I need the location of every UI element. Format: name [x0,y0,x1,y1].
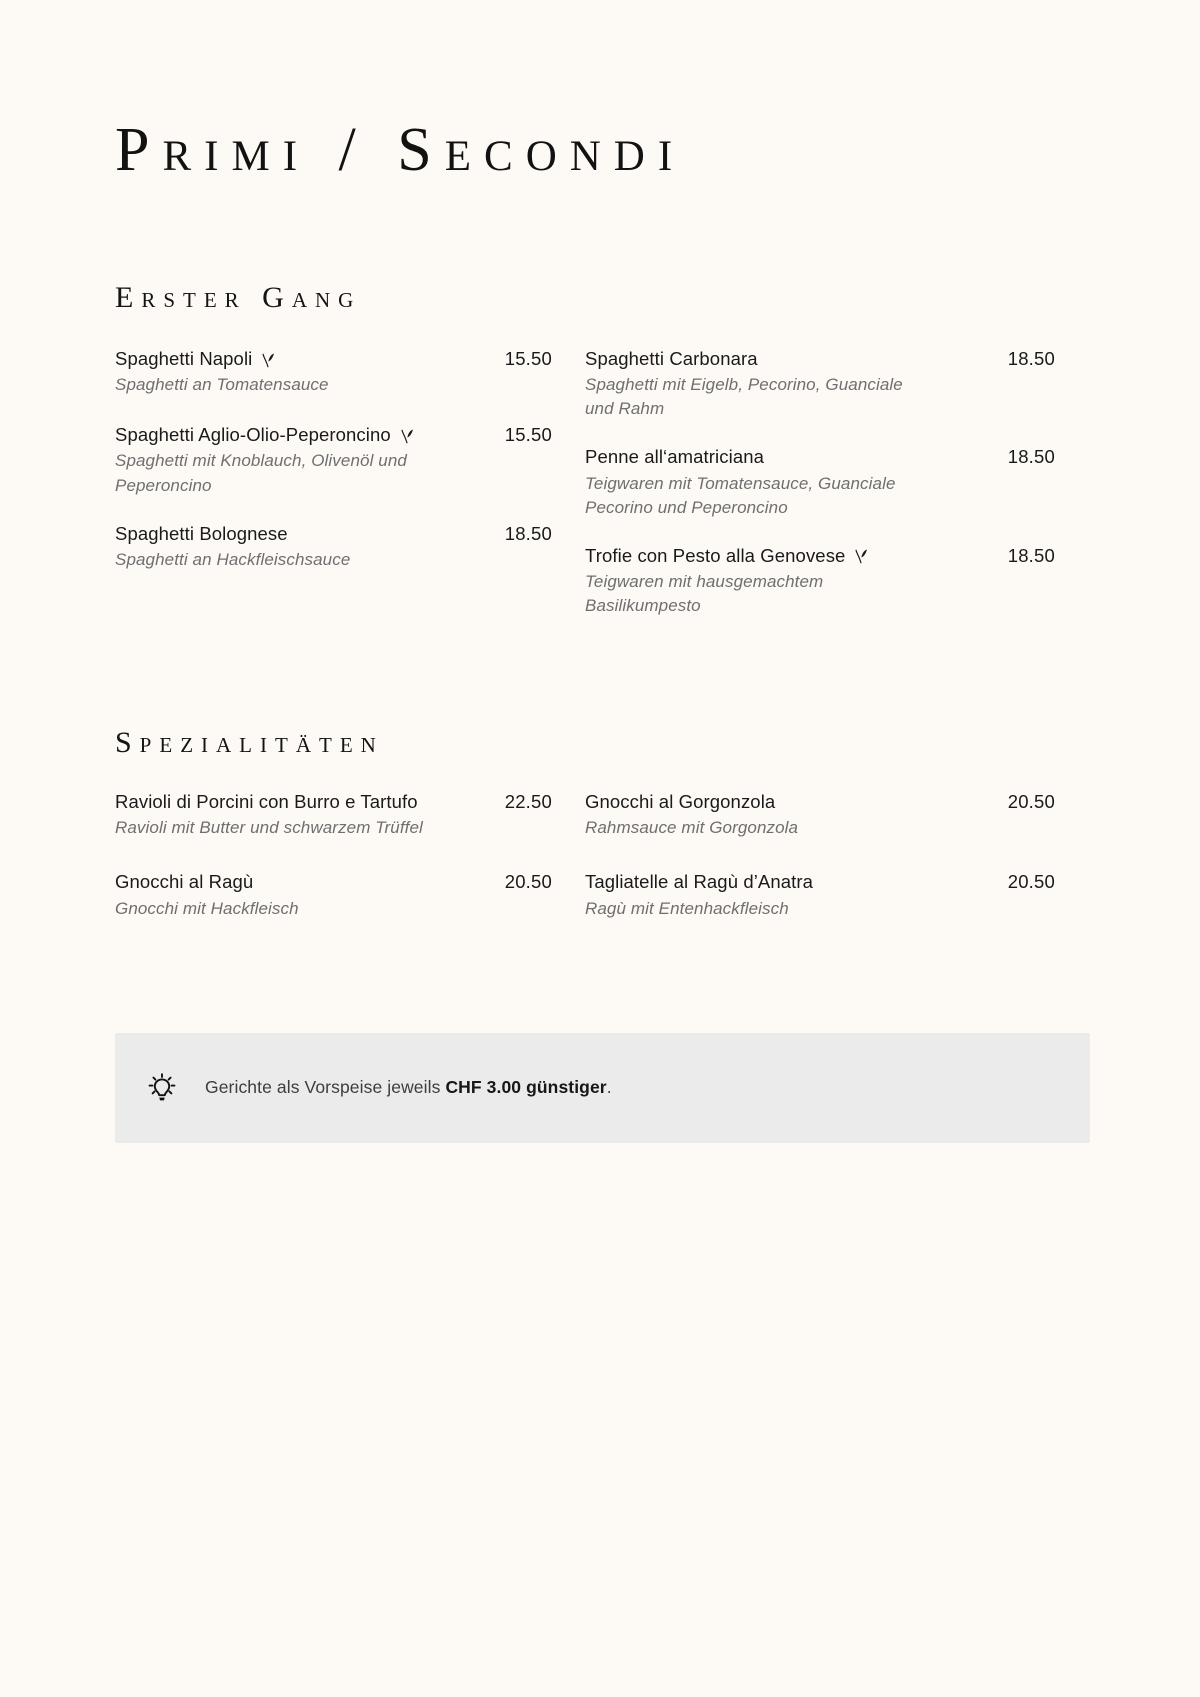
menu-item [115,347,585,397]
menu-item-description: Spaghetti an Hackfleischsauce [115,549,351,569]
menu-item-price: 18.50 [1007,544,1055,566]
menu-item-head [115,522,585,545]
section-heading-erster-gang: Erster Gang [115,281,362,315]
menu-item-name: Gnocchi al Ragù [115,871,254,893]
info-text-before: Gerichte als Vorspeise jeweils [205,1077,446,1098]
menu-item-name-wrap [585,544,869,567]
info-banner-text [205,1077,612,1098]
menu-item-name-wrap [115,790,418,813]
menu-item-head [115,790,585,813]
menu-item-price: 18.50 [1007,348,1055,370]
menu-item-description: Teigwaren mit Tomatensauce, Guanciale Pecorino und Peperoncino [585,473,896,517]
menu-item-name-wrap [115,423,415,446]
menu-item-price: 20.50 [504,871,552,893]
menu-item-description: Gnocchi mit Hackfleisch [115,898,299,918]
menu-item-head [115,347,585,370]
menu-item-description: Teigwaren mit hausgemachtem Basilikumpesto [585,571,824,616]
page-title: Primi / Secondi [115,116,686,184]
menu-item-price: 15.50 [504,424,552,446]
menu-item [115,423,585,497]
section-heading-spezialitaeten: Spezialitäten [115,726,384,760]
info-banner [115,1033,1090,1143]
menu-item-description: Spaghetti mit Eigelb, Pecorino, Guanciale und Rahm [585,375,903,419]
menu-item [585,544,1055,618]
menu-item [585,445,1055,519]
menu-item-price: 18.50 [1007,446,1055,468]
menu-item [115,522,585,572]
menu-item [585,790,1055,840]
menu-item-name: Spaghetti Aglio-Olio-Peperoncino [115,424,391,446]
menu-item [115,870,585,920]
menu-item-head [585,347,1055,370]
menu-item-price: 22.50 [504,791,552,813]
menu-item-name-wrap [115,347,276,370]
menu-item-name: Spaghetti Bolognese [115,522,288,544]
menu-item-head [585,870,1055,893]
menu-item-name: Tagliatelle al Ragù d’Anatra [585,871,814,893]
menu-item-description: Ragù mit Entenhackfleisch [585,898,789,918]
menu-item-head [115,870,585,893]
menu-item-name: Spaghetti Carbonara [585,348,758,370]
lightbulb-icon [145,1071,179,1105]
menu-item-name-wrap [585,870,813,893]
menu-item-name: Trofie con Pesto alla Genovese [585,544,846,566]
menu-item-name-wrap [585,790,775,813]
menu-column-right [585,347,1055,644]
menu-item-price: 18.50 [504,522,552,544]
menu-item-name: Gnocchi al Gorgonzola [585,791,776,813]
menu-item-name-wrap [115,870,253,893]
vegetarian-sprout-icon [400,428,415,444]
menu-content [115,0,1090,1143]
menu-item-description: Spaghetti mit Knoblauch, Olivenöl und Peperoncino [115,451,407,495]
menu-item-name: Penne all‘amatriciana [585,446,764,468]
menu-columns-spezialitaeten [115,790,1090,947]
menu-item-price: 15.50 [504,348,552,370]
menu-item [585,870,1055,920]
menu-item-head [115,423,585,446]
menu-item-price: 20.50 [1007,791,1055,813]
menu-item-head [585,445,1055,468]
vegetarian-sprout-icon [854,548,869,564]
info-text-after: . [606,1077,612,1098]
menu-column-right [585,790,1055,947]
menu-item-name-wrap [585,445,764,468]
menu-item-description: Spaghetti an Tomatensauce [115,375,329,395]
menu-item-description: Ravioli mit Butter und schwarzem Trüffel [115,818,423,838]
menu-item-name-wrap [585,347,758,370]
menu-column-left [115,790,585,947]
menu-item-name: Spaghetti Napoli [115,348,253,370]
vegetarian-sprout-icon [261,352,276,368]
menu-item-head [585,544,1055,567]
menu-column-left [115,347,585,644]
menu-item-description: Rahmsauce mit Gorgonzola [585,818,799,838]
menu-item-name-wrap [115,522,288,545]
info-text-bold: CHF 3.00 günstiger [445,1077,607,1098]
menu-item-price: 20.50 [1007,871,1055,893]
menu-item [115,790,585,840]
menu-item-name: Ravioli di Porcini con Burro e Tartufo [115,791,418,813]
menu-item-head [585,790,1055,813]
menu-item [585,347,1055,421]
menu-columns-erster-gang [115,347,1090,644]
